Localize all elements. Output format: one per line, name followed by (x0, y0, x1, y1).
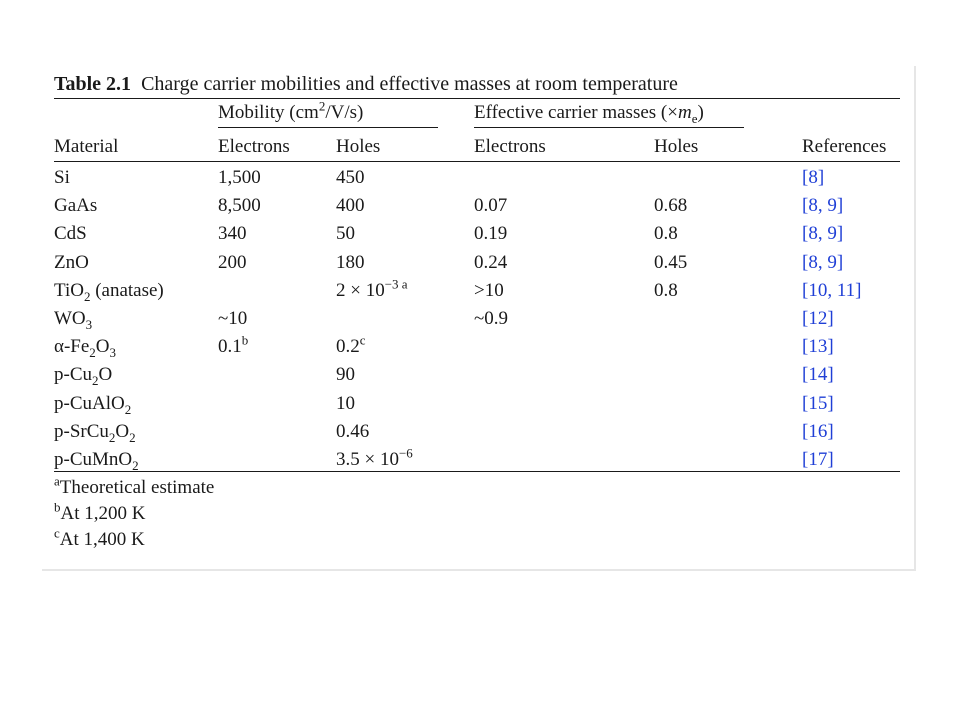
footnote: $^a$Theoretical estimate (54, 473, 215, 498)
reference-link[interactable]: [8] (802, 167, 825, 188)
cell-material: $p-SrCu_2O_2$ (54, 420, 136, 445)
cell-mass-holes: 0.68 (654, 195, 688, 217)
cell-mobility-electrons: ~10 (218, 308, 248, 329)
header-rule (54, 161, 900, 162)
cell-mobility-holes: 180 (336, 251, 365, 273)
header-mobility-holes: Holes (336, 136, 381, 157)
reference-link[interactable]: [8, 9] (802, 195, 844, 217)
reference-link[interactable]: [12] (802, 308, 834, 329)
footnote: $^c$At 1,400 K (54, 525, 145, 550)
reference-link[interactable]: [14] (802, 364, 834, 386)
cell-mobility-electrons: 1,500 (218, 167, 261, 188)
cell-material: CdS (54, 223, 87, 245)
cell-mass-holes: 0.8 (654, 223, 678, 245)
cell-mass-electrons: 0.07 (474, 195, 508, 217)
cell-material: Si (54, 167, 70, 188)
cell-mass-electrons: 0.19 (474, 223, 508, 245)
cell-mobility-electrons: 8,500 (218, 195, 261, 217)
cell-mobility-holes: 0.46 (336, 420, 370, 442)
top-rule (54, 98, 900, 99)
reference-link[interactable]: [8, 9] (802, 251, 844, 273)
cell-material: GaAs (54, 195, 98, 217)
caption-text: Charge carrier mobilities and effective masses at room temperature (141, 73, 678, 95)
header-mobility-electrons: Electrons (218, 136, 290, 157)
group-header-mobility: Mobility $(cm^2/V/s)$ (218, 98, 364, 123)
cell-mobility-holes: 400 (336, 195, 365, 217)
reference-link[interactable]: [13] (802, 336, 834, 358)
cell-mobility-holes: 0.2$^c$ (336, 332, 366, 358)
reference-link[interactable]: [10, 11] (802, 279, 862, 301)
cell-mass-holes: 0.8 (654, 279, 678, 301)
reference-link[interactable]: [15] (802, 392, 834, 414)
reference-link[interactable]: [16] (802, 420, 834, 442)
cell-mobility-electrons: 200 (218, 251, 247, 273)
bottom-rule (54, 471, 900, 472)
cell-material: ZnO (54, 251, 89, 273)
cell-mobility-holes: 450 (336, 167, 365, 188)
mobility-underline (218, 127, 438, 128)
reference-link[interactable]: [17] (802, 449, 834, 470)
header-material: Material (54, 136, 119, 157)
cell-material: p-CuAlO$_2$ (54, 392, 132, 417)
cell-mobility-holes: 90 (336, 364, 355, 386)
header-mass-electrons: Electrons (474, 136, 546, 157)
table-number: Table 2.1 (54, 73, 132, 95)
cell-mobility-holes: $3.5 \times 10^{-6}$ (336, 445, 413, 470)
cell-mass-holes: 0.45 (654, 251, 688, 273)
cell-mobility-holes: 50 (336, 223, 355, 245)
cell-mass-electrons: >10 (474, 279, 504, 301)
header-mass-holes: Holes (654, 136, 699, 157)
cell-mobility-electrons: 340 (218, 223, 247, 245)
table-page (42, 66, 916, 571)
reference-link[interactable]: [8, 9] (802, 223, 844, 245)
cell-mobility-electrons: 0.1$^b$ (218, 332, 249, 358)
header-references: References (802, 136, 887, 157)
cell-material: $\alpha-Fe_2O_3$ (54, 336, 117, 360)
footnote: $^b$At 1,200 K (54, 499, 146, 524)
cell-material: $WO_3$ (54, 308, 93, 332)
cell-mobility-holes: $2 \times 10^{-3 a}$ (336, 276, 408, 301)
table-caption (54, 73, 678, 95)
cell-mobility-holes: 10 (336, 392, 355, 414)
group-header-mass: Effective carrier masses $(\times m_e)$ (474, 102, 704, 126)
cell-mass-electrons: ~0.9 (474, 308, 509, 329)
cell-mass-electrons: 0.24 (474, 251, 508, 273)
cell-material: $p-Cu_2O$ (54, 364, 113, 389)
mass-underline (474, 127, 744, 128)
cell-material: TiO$_2$ (anatase) (54, 279, 164, 304)
cell-material: p-CuMnO$_2$ (54, 449, 139, 473)
